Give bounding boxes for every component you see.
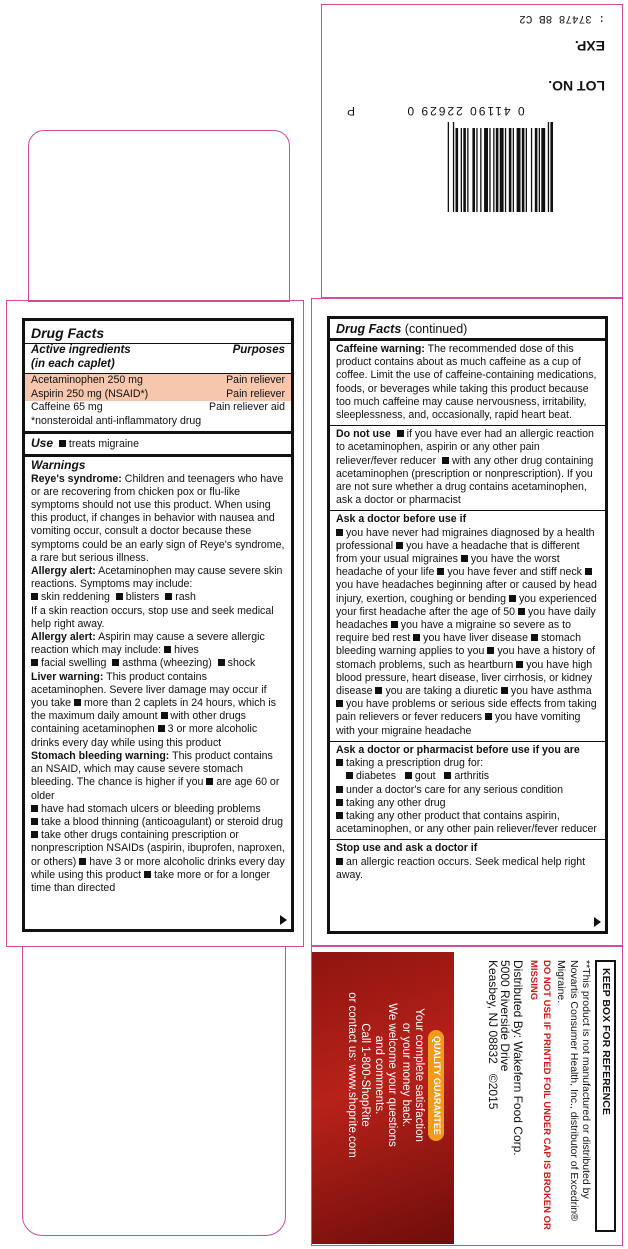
caffeine-text: The recommended dose of this product contains about as much caffeine as a cup of coffee. Limit the use of caffeine-containing medications, foods, or beverages while taking this product because too much caffeine may cause nervousness, irritability, sleeplessness, and, occasionally, rapid heart beat. [336,343,597,422]
drug-facts-title: Drug Facts [31,325,105,341]
stomach-text: This product contains an NSAID, which may cause severe stomach bleeding. The chance is higher if you [31,749,273,789]
allergy-text: Aspirin may cause a severe allergic reaction which may include: [31,631,265,657]
warnings-section [25,457,291,896]
list-item: 3 or more alcoholic drinks every day while using this product [31,723,258,749]
list-item: with other drugs containing acetaminophen [31,710,246,736]
reyes-label: Reye's syndrome: [31,472,122,485]
list-item: have had stomach ulcers or bleeding problems [41,802,261,815]
warnings-header: Warnings [31,458,86,473]
list-item: take other drugs containing prescription or nonprescription NSAIDs (aspirin, ibuprofen, naproxen, or others) [31,829,285,868]
continue-arrow-icon [280,915,287,925]
ingredient-name: Caffeine 65 mg [31,400,103,413]
list-item: you have liver disease [423,632,528,645]
list-item-row [31,803,285,816]
nsaid-note: *nonsteroidal anti-inflammatory drug [31,415,202,428]
ingredient-name: Aspirin 250 mg (NSAID*) [31,387,149,400]
guarantee-line: and comments. [373,1035,385,1115]
guarantee-line: or contact us: www.shoprite.com [346,992,358,1158]
list-item: you have daily headaches [336,605,596,632]
list-item: blisters [125,591,160,604]
ingredient-row [25,401,291,414]
list-item: taking a prescription drug for: [346,757,484,770]
reyes-text: Children and teenagers who have or are recovering from chicken pox or flu-like symptoms should not use this product. When using this product, if changes in behavior with nausea and vomiting occur, consult a doctor because these symptoms could be an early sign of Reye's syndrome, a rare but serious illness. [31,472,285,564]
ingredient-name: Acetaminophen 250 mg [31,374,143,387]
active-ingredients-header: Active ingredients [31,344,131,356]
list-item: stomach bleeding warning applies to you [336,632,581,658]
list-item-row [336,757,599,770]
barcode-icon [375,122,555,212]
barcode-code: : 37478 8B C2 [519,12,605,24]
drug-facts-title-row [330,319,605,338]
list-item: arthritis [454,770,490,783]
active-sub: (in each caplet) [31,358,115,371]
purposes-header: Purposes [232,344,285,356]
list-item: hives [174,644,199,657]
list-item: you have problems or serious side effects from taking pain relievers or fever reducers [336,698,597,724]
list-item: you have high blood pressure, heart disease, liver cirrhosis, or kidney disease [336,658,593,698]
continued-label: (continued) [404,322,468,336]
guarantee-badge: QUALITY GUARANTEE [429,1030,445,1141]
list-item: you have a history of stomach problems, such as heartburn [336,645,596,671]
bottom-info [487,960,617,1240]
keep-box-label: KEEP BOX FOR REFERENCE [596,960,617,1232]
caffeine-label: Caffeine warning: [336,343,425,355]
ask-pharm-section [330,742,605,839]
use-header: Use [31,436,54,451]
list-item-row [336,770,599,783]
ingredient-purpose: Pain reliever [226,387,285,400]
foil-warning: DO NOT USE IF PRINTED FOIL UNDER CAP IS BROKEN OR MISSING [528,960,552,1230]
allergy-label: Allergy alert: [31,631,96,644]
list-item-row [336,784,599,797]
list-item: more than 2 caplets in 24 hours, which is the maximum daily amount [31,697,276,723]
use-text: treats migraine [68,438,139,451]
drug-facts-right [327,316,608,934]
list-item: facial swelling [41,657,107,670]
distributor: Distributed By: Wakefern Food Corp. [511,960,525,1156]
list-item: you have asthma [510,685,592,698]
list-item-row [31,816,285,829]
list-item: if you have ever had an allergic reaction to acetaminophen, aspirin or any other pain reliever/fever reducer [336,428,594,467]
list-item: gout [414,770,436,783]
list-item: under a doctor's care for any serious condition [346,783,563,796]
ask-doctor-section [330,511,605,740]
list-item-row [336,856,599,882]
address-line: Keasbey, NJ 08832 [486,960,500,1064]
stop-header: Stop use and ask a doctor if [336,842,478,855]
guarantee-panel [312,952,454,1244]
list-item-row [336,797,599,810]
list-item: shock [227,657,256,670]
list-item: have 3 or more alcoholic drinks every day while using this product [31,855,285,881]
list-item: you are taking a diuretic [385,685,498,698]
list-item: you have headaches beginning after or caused by head injury, exertion, coughing or bending [336,579,597,605]
drug-facts-title: Drug Facts [336,322,402,336]
lot-label: LOT NO. [548,78,605,94]
use-section [25,434,291,454]
list-item: take a blood thinning (anticoagulant) or steroid drug [41,815,284,828]
list-item: diabetes [356,770,397,783]
disclaimer-note: **This product is not manufactured or distributed by Novartis Consumer Health, Inc., distributor of Excedrin® Migraine. [555,960,593,1222]
stop-section [330,840,605,883]
list-item: you have never had migraines diagnosed by a health professional [336,526,595,552]
do-not-use-label: Do not use [336,428,391,441]
list-item: an allergic reaction occurs. Seek medical help right away. [336,855,586,881]
liver-text: This product contains acetaminophen. Severe liver damage may occur if you take [31,670,267,710]
ask-doctor-header: Ask a doctor before use if [336,513,467,526]
allergy-label: Allergy alert: [31,565,96,578]
list-item: are age 60 or older [31,776,280,802]
drug-facts-left [22,318,294,932]
guarantee-line: We welcome your questions [386,1003,399,1147]
list-item: taking any other product that contains aspirin, acetaminophen, or any other pain reliever/fever reducer [336,809,597,836]
guarantee-line: Call 1-800-ShopRite [359,1023,372,1127]
barcode-block [335,12,605,242]
ask-pharm-header: Ask a doctor or pharmacist before use if you are [336,743,580,756]
ingredient-purpose: Pain reliever aid [209,400,285,413]
list-item-row [31,829,285,895]
allergy-text: Acetaminophen may cause severe skin reactions. Symptoms may include: [31,565,283,591]
ingredient-row [25,374,291,387]
bottom-left-flap [22,946,286,1236]
list-item: you have fever and stiff neck [447,566,582,579]
ingredient-purpose: Pain reliever [226,374,285,387]
list-item: you have a migraine so severe as to require bed rest [336,619,571,645]
guarantee-text [345,960,445,1190]
barcode-number: 0 41190 22629 0 [405,104,525,118]
allergy-list [31,591,285,604]
barcode-suffix: P [346,104,355,118]
list-item: rash [175,591,196,604]
copyright: ©2015 [486,1073,500,1110]
active-header-row [25,344,291,357]
list-item: you have the worst headache of your life [336,553,560,579]
list-item: take more or for a longer time than directed [31,868,271,894]
continue-arrow-icon [594,917,601,927]
list-item-row [336,810,599,836]
exp-label: EXP. [574,38,605,54]
liver-label: Liver warning: [31,670,104,683]
list-item: skin reddening [41,591,110,604]
top-left-flap [28,130,290,302]
list-item: you have a headache that is different from your usual migraines [336,539,580,566]
allergy-after: If a skin reaction occurs, stop use and seek medical help right away. [31,604,274,630]
ingredient-row [25,388,291,401]
list-item: with any other drug containing acetaminophen (prescription or nonprescription). If you are not sure whether a drug contains acetaminophen, ask a doctor or pharmacist [336,454,594,507]
list-item: asthma (wheezing) [122,657,212,670]
stomach-label: Stomach bleeding warning: [31,749,170,762]
address-line: 5000 Riverside Drive [498,960,513,1072]
guarantee-line: Your complete satisfaction [413,1008,426,1142]
list-item: you have vomiting with your migraine headache [336,711,581,737]
allergy-list [31,657,285,670]
list-item: taking any other drug [346,796,446,809]
list-item: you experienced your first headache after the age of 50 [336,592,597,618]
guarantee-line: or your money back. [400,1022,412,1128]
